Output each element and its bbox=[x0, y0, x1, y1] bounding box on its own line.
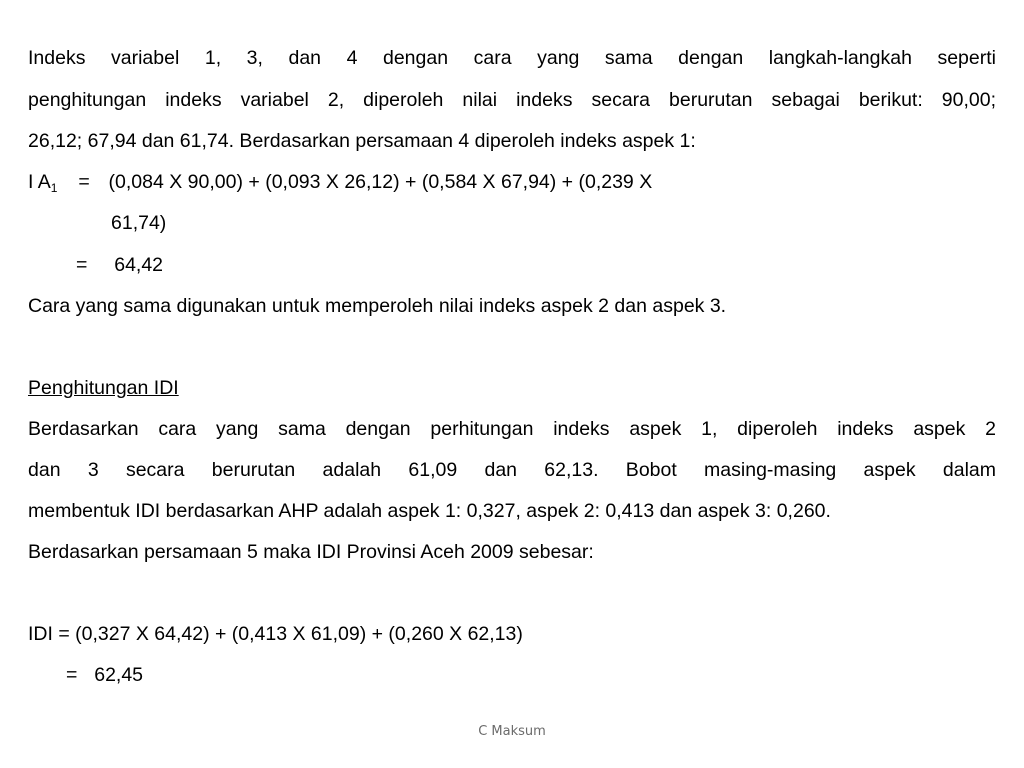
formula2-result-value: 62,45 bbox=[94, 664, 144, 686]
footer-author: C Maksum bbox=[478, 724, 546, 739]
formula1-result bbox=[76, 253, 163, 277]
formula1-equals: = bbox=[78, 171, 90, 193]
paragraph1-line1: Indeks variabel 1, 3, dan 4 dengan cara yang sama dengan langkah-langkah seperti bbox=[28, 47, 996, 69]
formula1-result-equals: = bbox=[76, 254, 88, 276]
section-line1: Berdasarkan cara yang sama dengan perhitungan indeks aspek 1, diperoleh indeks aspek 2 bbox=[28, 418, 996, 440]
formula1-subscript: 1 bbox=[50, 181, 58, 195]
formula1-lhs: I $A_1$ bbox=[28, 171, 58, 195]
section-heading: Penghitungan IDI bbox=[28, 377, 179, 399]
paragraph1-line3: 26,12; 67,94 dan 61,74. Berdasarkan persamaan 4 diperoleh indeks aspek 1: bbox=[28, 130, 696, 152]
formula2-result bbox=[66, 663, 143, 687]
section-line4: Berdasarkan persamaan 5 maka IDI Provinsi Aceh 2009 sebesar: bbox=[28, 541, 594, 563]
formula1-result-value: 64,42 bbox=[114, 254, 164, 276]
formula2-expression: IDI = (0,327 X 64,42) + (0,413 X 61,09) + (0,260 X 62,13) bbox=[28, 623, 523, 645]
section-line2: dan 3 secara berurutan adalah 61,09 dan 62,13. Bobot masing-masing aspek dalam bbox=[28, 459, 996, 481]
formula1-expression-line1: (0,084 X 90,00) + (0,093 X 26,12) + (0,584 X 67,94) + (0,239 X bbox=[108, 171, 653, 193]
formula1-line1 bbox=[28, 170, 652, 194]
paragraph2: Cara yang sama digunakan untuk memperoleh nilai indeks aspek 2 dan aspek 3. bbox=[28, 295, 727, 317]
paragraph1-line2: penghitungan indeks variabel 2, diperoleh nilai indeks secara berurutan sebagai berikut: 90,00; bbox=[28, 89, 996, 111]
section-line3: membentuk IDI berdasarkan AHP adalah aspek 1: 0,327, aspek 2: 0,413 dan aspek 3: 0,260. bbox=[28, 500, 831, 522]
formula1-expression-line2: 61,74) bbox=[111, 212, 167, 234]
formula2-result-equals: = bbox=[66, 664, 78, 686]
